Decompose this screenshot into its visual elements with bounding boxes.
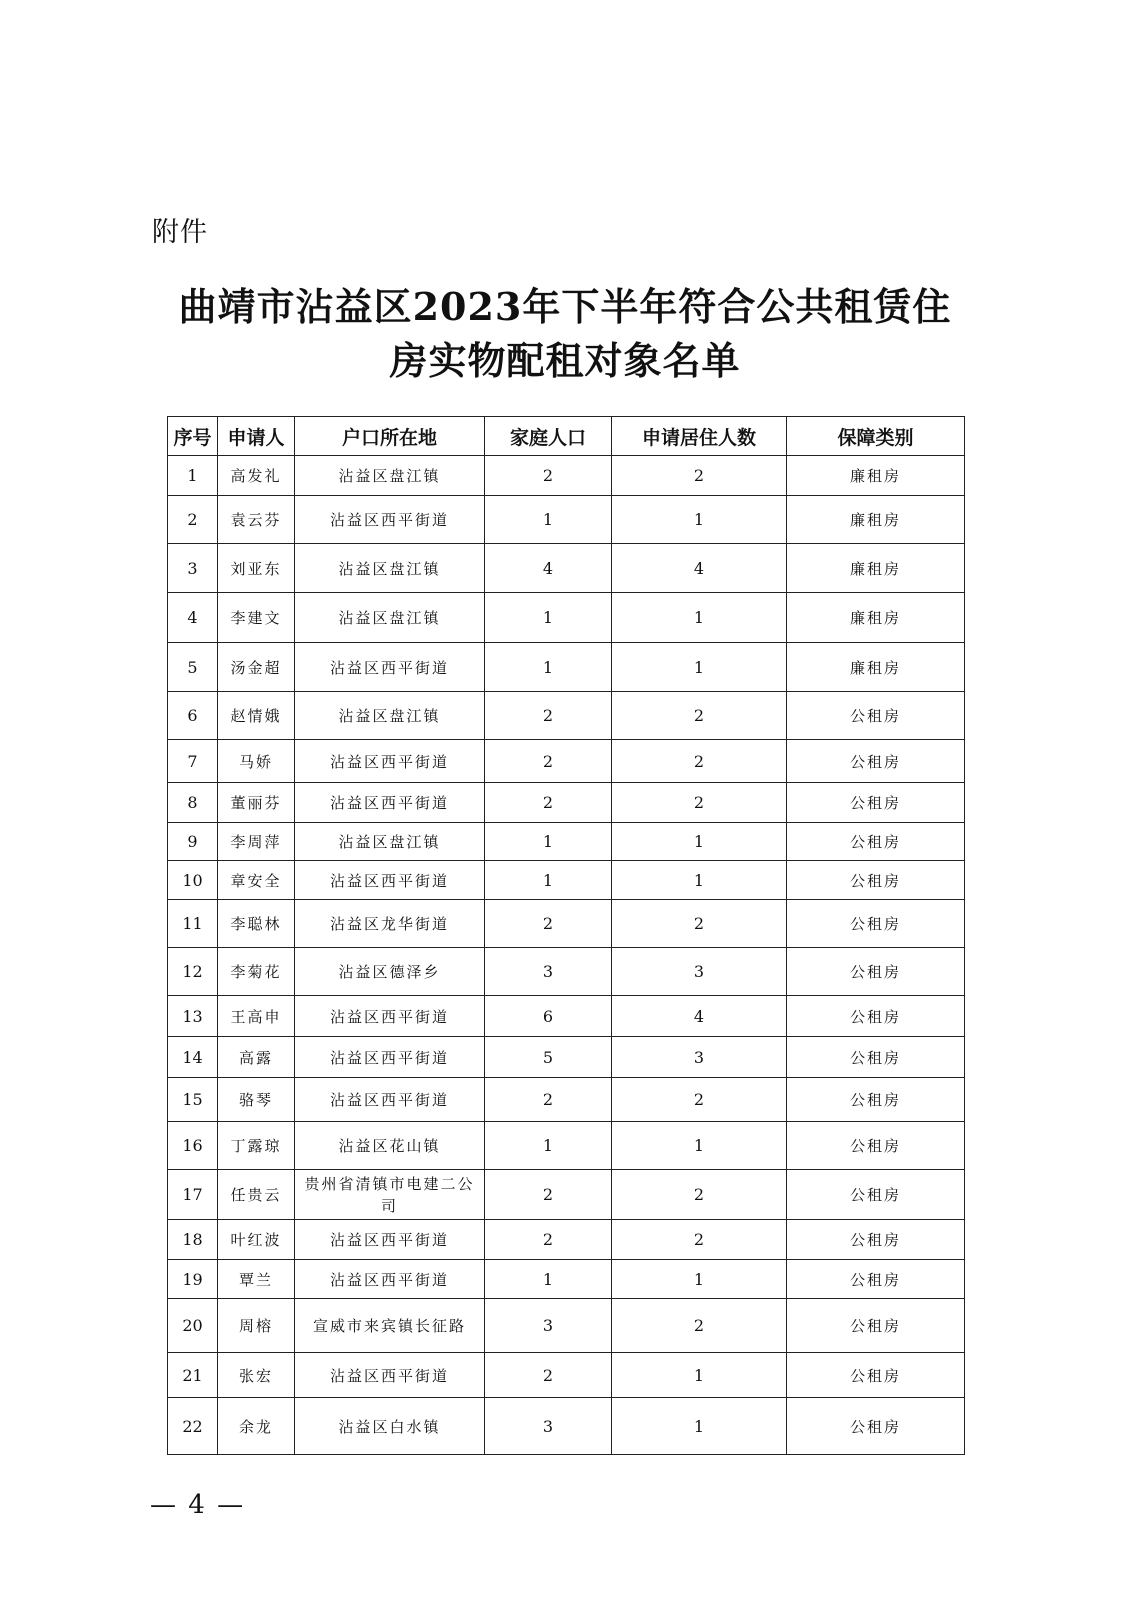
cell-applicant: 李聪林	[218, 900, 295, 948]
cell-family-size: 1	[485, 643, 612, 692]
cell-residence: 贵州省清镇市电建二公司	[295, 1170, 485, 1220]
cell-residents: 3	[612, 948, 787, 996]
cell-residence: 宣威市来宾镇长征路	[295, 1299, 485, 1353]
cell-residence: 沾益区西平街道	[295, 1037, 485, 1078]
cell-residents: 2	[612, 1299, 787, 1353]
cell-serial: 10	[168, 861, 218, 900]
cell-residence: 沾益区德泽乡	[295, 948, 485, 996]
cell-applicant: 汤金超	[218, 643, 295, 692]
cell-residents: 3	[612, 1037, 787, 1078]
cell-residence: 沾益区西平街道	[295, 496, 485, 544]
cell-residence: 沾益区西平街道	[295, 1260, 485, 1299]
cell-family-size: 1	[485, 1122, 612, 1170]
cell-category: 公租房	[787, 900, 965, 948]
cell-serial: 18	[168, 1220, 218, 1260]
cell-applicant: 张宏	[218, 1353, 295, 1398]
cell-applicant: 李建文	[218, 593, 295, 643]
cell-applicant: 董丽芬	[218, 783, 295, 823]
cell-category: 公租房	[787, 1260, 965, 1299]
table-row	[168, 1037, 965, 1078]
cell-family-size: 6	[485, 996, 612, 1037]
cell-category: 公租房	[787, 1220, 965, 1260]
cell-category: 廉租房	[787, 643, 965, 692]
cell-serial: 1	[168, 456, 218, 496]
table-row	[168, 1353, 965, 1398]
table-row	[168, 1078, 965, 1122]
title-line-2: 房实物配租对象名单	[389, 338, 741, 383]
header-residence: 户口所在地	[295, 417, 485, 456]
cell-family-size: 2	[485, 1170, 612, 1220]
cell-category: 公租房	[787, 1353, 965, 1398]
table-row	[168, 1299, 965, 1353]
table-row	[168, 1260, 965, 1299]
cell-category: 公租房	[787, 783, 965, 823]
cell-residents: 1	[612, 496, 787, 544]
cell-serial: 8	[168, 783, 218, 823]
cell-serial: 22	[168, 1398, 218, 1455]
cell-applicant: 袁云芬	[218, 496, 295, 544]
cell-family-size: 2	[485, 692, 612, 740]
cell-residents: 4	[612, 544, 787, 593]
table-header-row	[168, 417, 965, 456]
cell-category: 公租房	[787, 948, 965, 996]
table-row	[168, 1122, 965, 1170]
cell-serial: 7	[168, 740, 218, 783]
header-serial: 序号	[168, 417, 218, 456]
cell-category: 公租房	[787, 1299, 965, 1353]
header-residents: 申请居住人数	[612, 417, 787, 456]
cell-serial: 17	[168, 1170, 218, 1220]
cell-residence: 沾益区西平街道	[295, 996, 485, 1037]
cell-applicant: 李菊花	[218, 948, 295, 996]
cell-category: 廉租房	[787, 593, 965, 643]
cell-category: 公租房	[787, 1122, 965, 1170]
cell-serial: 20	[168, 1299, 218, 1353]
table-row	[168, 861, 965, 900]
title-line-1: 曲靖市沾益区2023年下半年符合公共租赁住	[178, 284, 952, 329]
table-row	[168, 544, 965, 593]
cell-residence: 沾益区西平街道	[295, 643, 485, 692]
cell-category: 公租房	[787, 1398, 965, 1455]
cell-category: 公租房	[787, 1037, 965, 1078]
cell-family-size: 1	[485, 1260, 612, 1299]
table-row	[168, 823, 965, 861]
cell-residents: 2	[612, 1170, 787, 1220]
cell-residence: 沾益区西平街道	[295, 1078, 485, 1122]
table-row	[168, 593, 965, 643]
cell-family-size: 1	[485, 823, 612, 861]
page-number: — 4 —	[150, 1490, 246, 1520]
cell-family-size: 2	[485, 1220, 612, 1260]
cell-category: 公租房	[787, 861, 965, 900]
cell-category: 公租房	[787, 996, 965, 1037]
cell-serial: 2	[168, 496, 218, 544]
cell-family-size: 3	[485, 1398, 612, 1455]
attachment-label: 附件	[152, 217, 208, 248]
cell-family-size: 2	[485, 740, 612, 783]
cell-residents: 1	[612, 1398, 787, 1455]
cell-applicant: 丁露琼	[218, 1122, 295, 1170]
cell-residents: 2	[612, 740, 787, 783]
document-title	[130, 280, 1000, 388]
cell-serial: 12	[168, 948, 218, 996]
cell-applicant: 覃兰	[218, 1260, 295, 1299]
table-row	[168, 1398, 965, 1455]
cell-residents: 1	[612, 861, 787, 900]
cell-applicant: 刘亚东	[218, 544, 295, 593]
cell-family-size: 2	[485, 1078, 612, 1122]
cell-serial: 5	[168, 643, 218, 692]
cell-category: 公租房	[787, 823, 965, 861]
cell-applicant: 余龙	[218, 1398, 295, 1455]
cell-applicant: 章安全	[218, 861, 295, 900]
cell-applicant: 骆琴	[218, 1078, 295, 1122]
cell-serial: 16	[168, 1122, 218, 1170]
cell-serial: 13	[168, 996, 218, 1037]
cell-family-size: 1	[485, 861, 612, 900]
cell-family-size: 3	[485, 1299, 612, 1353]
cell-serial: 15	[168, 1078, 218, 1122]
cell-category: 廉租房	[787, 456, 965, 496]
cell-category: 廉租房	[787, 544, 965, 593]
cell-residents: 1	[612, 593, 787, 643]
table-row	[168, 948, 965, 996]
cell-category: 公租房	[787, 1170, 965, 1220]
cell-serial: 3	[168, 544, 218, 593]
table-row	[168, 692, 965, 740]
cell-category: 公租房	[787, 1078, 965, 1122]
cell-residence: 沾益区西平街道	[295, 740, 485, 783]
cell-residence: 沾益区西平街道	[295, 861, 485, 900]
cell-residents: 1	[612, 1260, 787, 1299]
cell-residents: 2	[612, 1220, 787, 1260]
table-row	[168, 783, 965, 823]
header-applicant: 申请人	[218, 417, 295, 456]
table-row	[168, 496, 965, 544]
cell-applicant: 马娇	[218, 740, 295, 783]
cell-residence: 沾益区盘江镇	[295, 593, 485, 643]
cell-residence: 沾益区盘江镇	[295, 692, 485, 740]
cell-applicant: 李周萍	[218, 823, 295, 861]
cell-residents: 1	[612, 823, 787, 861]
table-row	[168, 456, 965, 496]
cell-residence: 沾益区西平街道	[295, 783, 485, 823]
cell-applicant: 高露	[218, 1037, 295, 1078]
cell-residents: 2	[612, 900, 787, 948]
cell-family-size: 1	[485, 593, 612, 643]
cell-family-size: 2	[485, 900, 612, 948]
table-row	[168, 900, 965, 948]
tenant-list-table	[167, 416, 965, 1455]
cell-family-size: 5	[485, 1037, 612, 1078]
cell-family-size: 4	[485, 544, 612, 593]
cell-residents: 1	[612, 1122, 787, 1170]
header-category: 保障类别	[787, 417, 965, 456]
table-row	[168, 996, 965, 1037]
cell-category: 廉租房	[787, 496, 965, 544]
table-row	[168, 740, 965, 783]
cell-residents: 2	[612, 783, 787, 823]
cell-residence: 沾益区龙华街道	[295, 900, 485, 948]
cell-serial: 6	[168, 692, 218, 740]
cell-family-size: 2	[485, 456, 612, 496]
cell-family-size: 2	[485, 783, 612, 823]
cell-residence: 沾益区花山镇	[295, 1122, 485, 1170]
cell-family-size: 2	[485, 1353, 612, 1398]
cell-serial: 4	[168, 593, 218, 643]
header-family-size: 家庭人口	[485, 417, 612, 456]
cell-residence: 沾益区西平街道	[295, 1220, 485, 1260]
cell-applicant: 王高申	[218, 996, 295, 1037]
cell-applicant: 叶红波	[218, 1220, 295, 1260]
cell-residence: 沾益区盘江镇	[295, 823, 485, 861]
cell-residence: 沾益区西平街道	[295, 1353, 485, 1398]
cell-residence: 沾益区盘江镇	[295, 456, 485, 496]
cell-applicant: 高发礼	[218, 456, 295, 496]
table-row	[168, 1220, 965, 1260]
cell-applicant: 任贵云	[218, 1170, 295, 1220]
cell-residence: 沾益区白水镇	[295, 1398, 485, 1455]
cell-residents: 1	[612, 643, 787, 692]
cell-applicant: 赵情娥	[218, 692, 295, 740]
cell-residents: 2	[612, 456, 787, 496]
cell-serial: 19	[168, 1260, 218, 1299]
table-row	[168, 1170, 965, 1220]
cell-serial: 11	[168, 900, 218, 948]
cell-residents: 2	[612, 1078, 787, 1122]
cell-applicant: 周榕	[218, 1299, 295, 1353]
cell-residents: 1	[612, 1353, 787, 1398]
cell-family-size: 3	[485, 948, 612, 996]
cell-residence: 沾益区盘江镇	[295, 544, 485, 593]
cell-residents: 2	[612, 692, 787, 740]
cell-serial: 21	[168, 1353, 218, 1398]
table-row	[168, 643, 965, 692]
cell-family-size: 1	[485, 496, 612, 544]
cell-category: 公租房	[787, 740, 965, 783]
cell-residents: 4	[612, 996, 787, 1037]
cell-category: 公租房	[787, 692, 965, 740]
cell-serial: 14	[168, 1037, 218, 1078]
cell-serial: 9	[168, 823, 218, 861]
